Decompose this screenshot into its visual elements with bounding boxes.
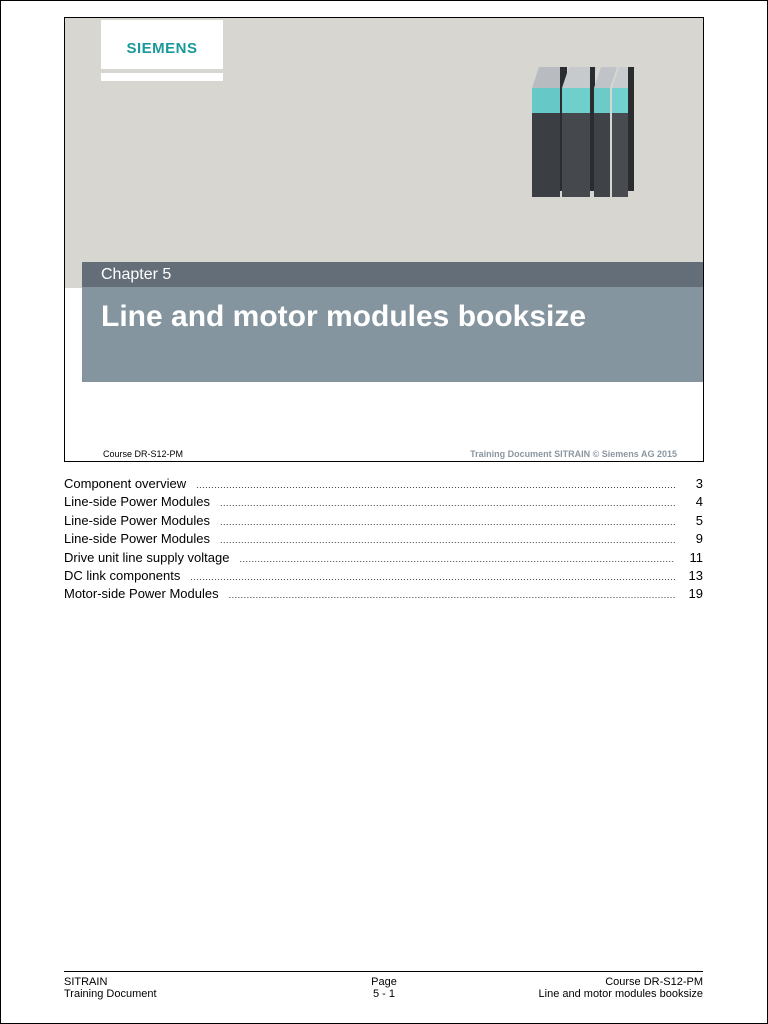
toc-entry-page: 3	[695, 476, 703, 491]
sinamics-power-modules-image	[527, 63, 647, 203]
chapter-title: Line and motor modules booksize	[101, 300, 587, 333]
title-band	[82, 287, 703, 382]
toc-leader-dots	[239, 554, 675, 564]
footer-divider	[64, 971, 703, 972]
footer-left	[64, 976, 157, 1000]
footer-sitrain: SITRAIN	[64, 976, 108, 988]
module-1	[532, 67, 567, 197]
toc-entry-title: Line-side Power Modules	[64, 531, 210, 547]
table-of-contents	[64, 476, 703, 605]
toc-entry-page: 9	[695, 531, 703, 547]
footer-center	[354, 976, 414, 1000]
cover-course-label: Course DR-S12-PM	[103, 449, 184, 459]
toc-entry-page: 13	[688, 567, 703, 583]
footer-training-document: Training Document	[64, 988, 157, 1000]
toc-leader-dots	[220, 535, 675, 545]
toc-entry-page: 11	[689, 549, 703, 565]
toc-leader-dots	[220, 517, 675, 527]
module-4	[612, 67, 635, 197]
toc-entry-title: Line-side Power Modules	[64, 512, 210, 528]
footer-page-label: Page	[371, 976, 397, 988]
logo-text: SIEMENS	[126, 40, 198, 57]
footer-page-number: 5 - 1	[372, 988, 395, 1000]
toc-entry-page: 4	[695, 494, 703, 510]
toc-entry-title: Motor-side Power Modules	[64, 586, 219, 602]
footer-right	[539, 976, 703, 1000]
toc-entry-page: 5	[695, 512, 703, 528]
toc-entry-title: Line-side Power Modules	[64, 494, 210, 510]
toc-entry-title: DC link components	[64, 567, 181, 583]
chapter-bar	[82, 262, 703, 287]
module-2	[562, 67, 597, 197]
toc-entry-page: 19	[688, 586, 703, 602]
toc-entry[interactable]	[64, 568, 703, 586]
footer-chapter-title: Line and motor modules booksize	[538, 988, 703, 1000]
toc-entry[interactable]	[64, 494, 703, 512]
toc-entry[interactable]	[64, 550, 703, 568]
toc-leader-dots	[220, 498, 675, 508]
toc-entry[interactable]	[64, 586, 703, 604]
toc-leader-dots	[196, 480, 675, 490]
logo-underline	[101, 73, 223, 81]
toc-entry-title: Component overview	[64, 476, 187, 491]
toc-leader-dots	[229, 590, 675, 600]
footer-course: Course DR-S12-PM	[605, 976, 703, 988]
toc-entry[interactable]	[64, 531, 703, 549]
chapter-label: Chapter 5	[101, 266, 172, 283]
cover-slide	[64, 17, 704, 462]
toc-leader-dots	[190, 572, 675, 582]
cover-training-label: Training Document SITRAIN © Siemens AG 2015	[470, 449, 677, 459]
toc-entry[interactable]	[64, 513, 703, 531]
toc-entry-title: Drive unit line supply voltage	[64, 549, 230, 565]
toc-entry[interactable]	[64, 476, 703, 494]
siemens-logo	[101, 20, 223, 69]
